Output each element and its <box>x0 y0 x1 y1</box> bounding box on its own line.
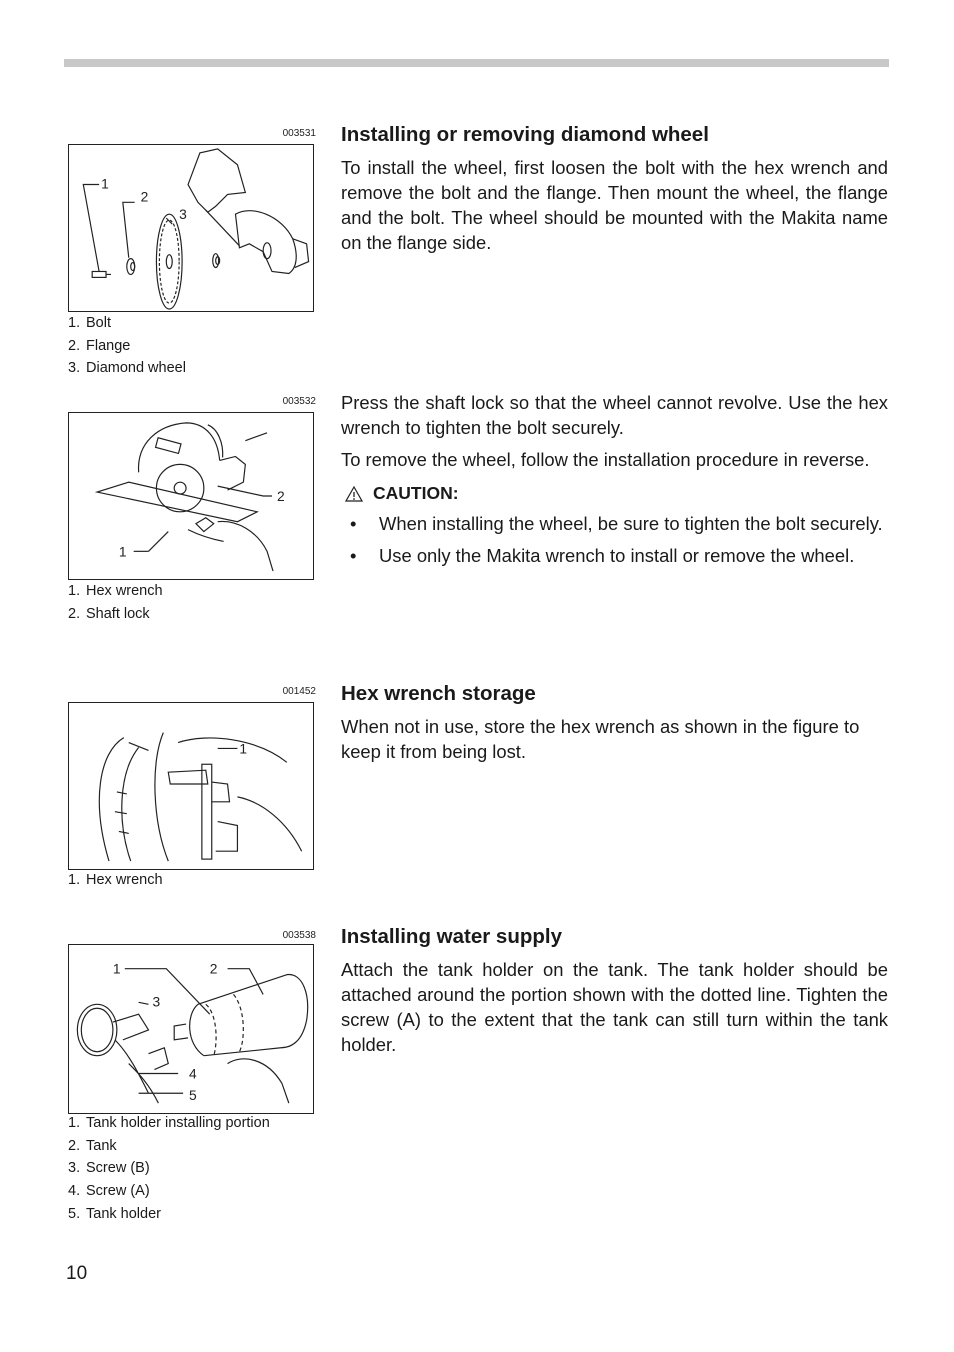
section-heading: Installing water supply <box>341 925 562 948</box>
hex-storage-illustration <box>69 703 313 869</box>
page-number: 10 <box>66 1263 88 1284</box>
callout: 4 <box>189 1065 197 1082</box>
section-diamond-wheel <box>341 122 888 255</box>
paragraph: Press the shaft lock so that the wheel cannot revolve. Use the hex wrench to tighten the bolt securely. <box>341 392 888 438</box>
paragraph: Attach the tank holder on the tank. The tank holder should be attached around the portion shown with the dotted line. Tighten the screw (A) to the extent that the tank can still turn within the tank holder. <box>341 959 888 1055</box>
figure-code: 001452 <box>282 686 316 697</box>
section-diamond-wheel-cont <box>341 390 888 568</box>
figure-legend <box>68 1112 270 1225</box>
legend-item: 2. Tank <box>68 1137 117 1154</box>
figure-code: 003531 <box>282 128 316 139</box>
callout: 1 <box>101 175 109 192</box>
figure-legend <box>68 869 163 892</box>
caution-heading: CAUTION: <box>341 481 888 506</box>
warning-icon <box>345 486 363 502</box>
callout: 2 <box>140 188 149 205</box>
callout: 2 <box>209 960 218 977</box>
callout: 1 <box>239 740 248 757</box>
header-rule <box>64 59 889 67</box>
caution-list <box>341 511 888 568</box>
section-hex-wrench-storage <box>341 681 888 764</box>
legend-item: 1. Hex wrench <box>68 872 163 888</box>
legend-item: 3. Screw (B) <box>68 1160 150 1177</box>
paragraph: To install the wheel, first loosen the bolt with the hex wrench and remove the bolt and the flange. Then mount the wheel, the flange and the bolt. The wheel should be mounted with the Makita name on the flange side. <box>341 157 888 253</box>
legend-item: 2. Shaft lock <box>68 605 150 622</box>
figure-illustration <box>68 144 314 312</box>
section-water-supply <box>341 924 888 1057</box>
tank-illustration <box>69 945 313 1113</box>
paragraph: When not in use, store the hex wrench as shown in the figure to keep it from being lost. <box>341 716 860 762</box>
figure-illustration <box>68 944 314 1114</box>
callout: 1 <box>118 543 127 560</box>
legend-item: 5. Tank holder <box>68 1205 161 1222</box>
legend-item: 2. Flange <box>68 337 131 354</box>
callout: 3 <box>152 993 161 1010</box>
callout: 5 <box>189 1087 197 1104</box>
figure-illustration <box>68 412 314 580</box>
wheel-assembly-illustration <box>69 145 313 311</box>
legend-item: 1. Bolt <box>68 315 111 331</box>
figure-code: 003532 <box>282 396 316 407</box>
callout: 2 <box>276 487 285 504</box>
shaft-lock-illustration <box>69 413 313 579</box>
callout: 3 <box>179 206 187 223</box>
legend-item: 1. Tank holder installing portion <box>68 1115 270 1131</box>
figure-illustration <box>68 702 314 870</box>
figure-legend <box>68 312 186 380</box>
legend-item: 3. Diamond wheel <box>68 360 186 377</box>
callout: 1 <box>112 960 121 977</box>
caution-item: • When installing the wheel, be sure to tighten the bolt securely. <box>341 511 888 536</box>
section-heading: Installing or removing diamond wheel <box>341 123 709 146</box>
figure-code: 003538 <box>282 930 316 941</box>
legend-item: 1. Hex wrench <box>68 583 163 599</box>
paragraph: To remove the wheel, follow the installation procedure in reverse. <box>341 449 870 470</box>
caution-item: • Use only the Makita wrench to install or remove the wheel. <box>341 543 888 568</box>
legend-item: 4. Screw (A) <box>68 1183 150 1200</box>
section-heading: Hex wrench storage <box>341 682 536 705</box>
figure-legend <box>68 580 163 625</box>
